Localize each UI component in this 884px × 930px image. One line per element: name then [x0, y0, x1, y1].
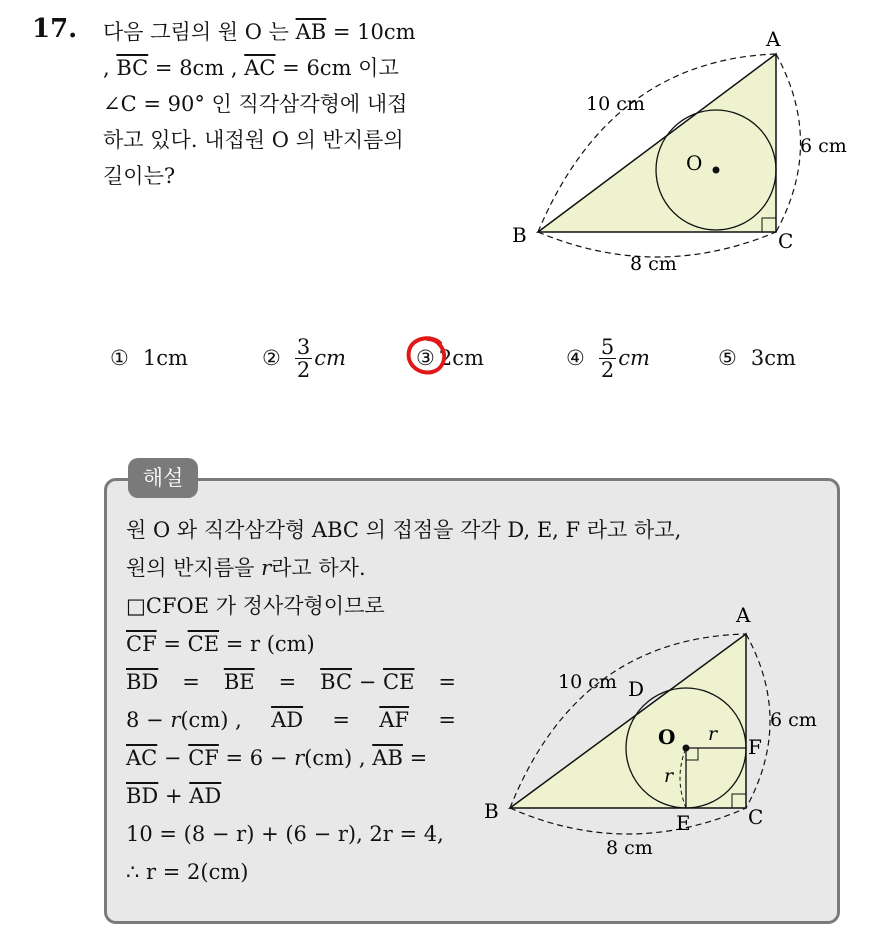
label-A-2: A [736, 603, 751, 627]
solution-figure [478, 598, 840, 868]
arc-ac-2 [746, 634, 770, 808]
label-F: F [748, 735, 762, 759]
choice-3[interactable]: ③ 2cm [416, 346, 484, 370]
label-ab-length: 10 cm [586, 93, 645, 115]
choice-1[interactable]: ① 1cm [110, 346, 188, 370]
triangle-fill-2 [510, 634, 746, 808]
solution-line-5: $\overline{BD}$ = $\overline{BE}$ = $\overline{BC} - \overline{CE}$ = [126, 670, 456, 694]
arc-ac [776, 54, 801, 232]
label-ac-length: 6 cm [800, 135, 847, 157]
answer-choices [110, 328, 830, 388]
question-text: 다음 그림의 원 O 는 $\overline{AB} = 10cm$ , $\overline{BC} = 8cm$ , $\overline{AC} = 6cm$ 이고 ∠C = 90° 인 직각삼각형에 내접 하고 있다. 내접원 O 의 반지름의 길이는? [103, 20, 416, 188]
choice-5[interactable]: ⑤ 3cm [718, 346, 796, 370]
label-r-vertical: r [664, 765, 674, 787]
solution-line-7: $\overline{AC} - \overline{CF} = 6 - r(cm)$ , $\overline{AB}$ = [126, 746, 428, 770]
solution-line-2: 원의 반지름을 r라고 하자. [126, 556, 366, 580]
choice-4[interactable]: ④ $\frac{5}{2}$ cm [566, 334, 650, 382]
solution-line-10: ∴ r = 2(cm) [126, 860, 249, 884]
label-A: A [766, 27, 781, 51]
label-D: D [628, 677, 645, 701]
solution-line-6: 8 − r(cm) , $\overline{AD}$ = $\overline{AF}$ = [126, 708, 456, 732]
label-B: B [512, 223, 527, 247]
label-E: E [676, 811, 691, 835]
solution-line-1: 원 O 와 직각삼각형 ABC 의 접점을 각각 D, E, F 라고 하고, [126, 518, 682, 542]
label-B-2: B [484, 799, 499, 823]
solution-line-3: □CFOE 가 정사각형이므로 [126, 594, 385, 618]
label-ac-length-2: 6 cm [770, 709, 817, 731]
solution-tag: 해설 [128, 458, 198, 498]
label-O: O [686, 151, 703, 175]
question-number: 17. [32, 14, 78, 44]
label-bc-length-2: 8 cm [606, 837, 653, 859]
label-O-2: O [658, 725, 676, 749]
arc-bc-2 [510, 808, 746, 834]
solution-line-9: 10 = (8 − r) + (6 − r), 2r = 4, [126, 822, 444, 846]
triangle-fill [538, 54, 776, 232]
label-C: C [778, 229, 794, 253]
label-ab-length-2: 10 cm [558, 671, 617, 693]
center-dot [713, 167, 720, 174]
choice-2[interactable]: ② $\frac{3}{2}$ cm [262, 334, 346, 382]
label-bc-length: 8 cm [630, 253, 677, 275]
label-C-2: C [748, 805, 764, 829]
solution-line-4: $\overline{CF} = \overline{CE} = r$ (cm) [126, 632, 315, 656]
solution-line-8: $\overline{BD} + \overline{AD}$ [126, 784, 222, 808]
answer-circle-mark [404, 335, 450, 377]
label-r-horizontal: r [708, 723, 718, 745]
triangle-figure [500, 20, 860, 280]
